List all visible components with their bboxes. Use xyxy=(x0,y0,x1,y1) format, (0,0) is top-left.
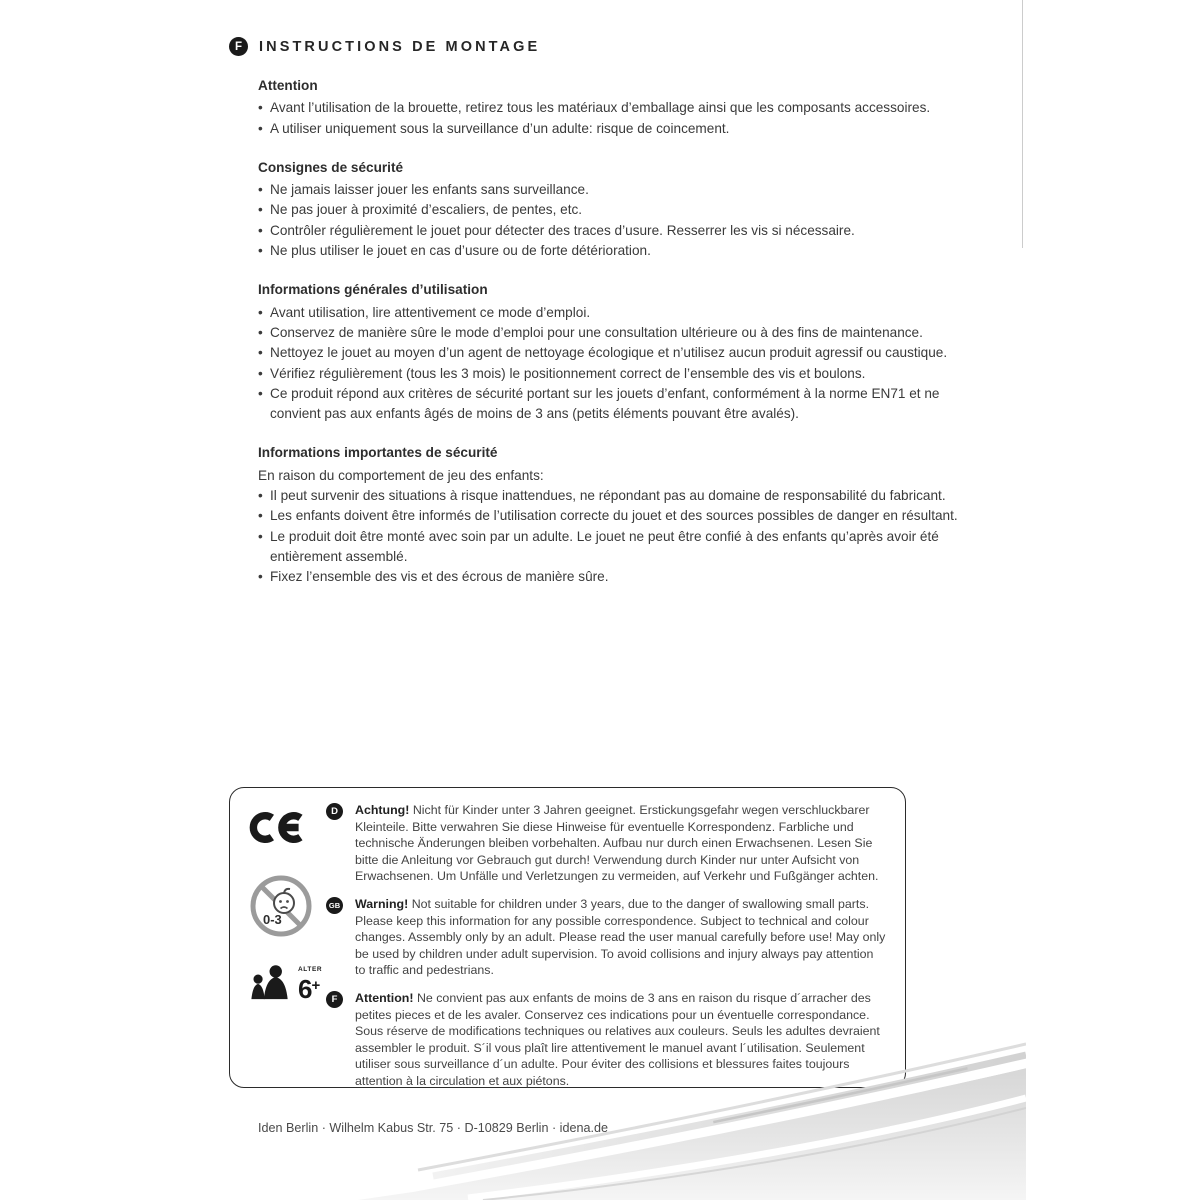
page-title: INSTRUCTIONS DE MONTAGE xyxy=(259,38,541,55)
list-item: • Vérifiez régulièrement (tous les 3 mois) le positionnement correct de l’ensemble des vis et boulons. xyxy=(258,364,972,384)
notice-text: Achtung! Nicht für Kinder unter 3 Jahren geeignet. Erstickungsgefahr wegen verschluckbarer Kleinteile. Bitte verwahren Sie diese Hinweise für eventuelle Korrespondenz. Farbliche und technische Änderungen bleiben vorbehalten. Aufbau nur durch einen Erwachsenen. Lesen Sie bitte die Anleitung vor Gebrauch gut durch! Verwendung durch Kinder nur unter Aufsicht von Erwachsenen. Um Unfälle und Verletzungen zu vermeiden, auf Verkehr und Fußgänger achten. xyxy=(355,803,879,884)
age-text xyxy=(298,964,322,1002)
list-item: • Il peut survenir des situations à risque inattendues, ne répondant pas au domaine de responsabilité du fabricant. xyxy=(258,486,972,506)
list-item: • Avant l’utilisation de la brouette, retirez tous les matériaux d’emballage ainsi que les composants accessoires. xyxy=(258,98,972,118)
list-item: • Fixez l’ensemble des vis et des écrous de manière sûre. xyxy=(258,567,972,587)
publisher-address: Iden Berlin · Wilhelm Kabus Str. 75 · D-10829 Berlin · idena.de xyxy=(258,1121,608,1135)
bullet-list xyxy=(258,98,972,139)
notice-text: Warning! Not suitable for children under 3 years, due to the danger of swallowing small parts. Please keep this information for any possible correspondence. Subject to technical and colour changes. Assembly only by an adult. Please read the user manual carefully before use! May only be used by children under adult supervision. To avoid collisions and injury always pay attention to traffic and pedestrians. xyxy=(355,896,886,978)
language-f-icon: F xyxy=(326,991,343,1008)
age-0-3-prohibition-icon xyxy=(249,874,313,938)
language-d-icon: D xyxy=(326,803,343,820)
notice-lead: Achtung! xyxy=(355,803,410,817)
list-item: • Les enfants doivent être informés de l’utilisation correcte du jouet et des sources possibles de danger en résultant. xyxy=(258,506,972,526)
section-attention xyxy=(258,76,972,139)
section-consignes-securite xyxy=(258,158,972,261)
section-informations-generales xyxy=(258,280,972,424)
decorative-swoosh xyxy=(318,1042,1026,1200)
list-item: • Ne plus utiliser le jouet en cas d’usure ou de forte détérioration. xyxy=(258,241,972,261)
bullet-list xyxy=(258,180,972,261)
language-f-icon: F xyxy=(229,37,248,56)
list-item: • Le produit doit être monté avec soin par un adulte. Le jouet ne peut être confié à des enfants qu’après avoir été entièrement assemblé. xyxy=(258,527,972,568)
section-informations-importantes xyxy=(258,443,972,587)
list-item: • Ne jamais laisser jouer les enfants sans surveillance. xyxy=(258,180,972,200)
list-item: • Contrôler régulièrement le jouet pour détecter des traces d’usure. Resserrer les vis si nécessaire. xyxy=(258,221,972,241)
bullet-list xyxy=(258,486,972,587)
bullet-list xyxy=(258,303,972,425)
ce-mark-icon xyxy=(249,805,311,850)
notice-lead: Attention! xyxy=(355,990,414,1005)
notice-lead: Warning! xyxy=(355,896,409,911)
list-item: • Ce produit répond aux critères de sécurité portant sur les jouets d’enfant, conformément à la norme EN71 et ne convient pas aux enfants âgés de moins de 3 ans (petits éléments pouvant être avalés). xyxy=(258,384,972,425)
list-item: • Avant utilisation, lire attentivement ce mode d’emploi. xyxy=(258,303,972,323)
notice-english xyxy=(326,896,886,979)
section-heading: Attention xyxy=(258,78,318,93)
age-label: ALTER xyxy=(298,966,323,973)
language-gb-icon: GB xyxy=(326,897,343,914)
age-plus: + xyxy=(311,977,321,994)
list-item: • Nettoyez le jouet au moyen d’un agent de nettoyage écologique et n’utilisez aucun produit agressif ou caustique. xyxy=(258,343,972,363)
notice-text: Attention! Ne convient pas aux enfants de moins de 3 ans en raison du risque d´arracher des petites pieces et de les avaler. Conservez ces indications pour un éventuelle correspondance. Sous réserve de modifications techniques ou relatives aux couleurs. Seuls les adultes devraient assembler le produit. S´il vous plaît lire attentivement le manuel avant l´utilisation. Seulement utiliser sous surveillance d´un adulte. Pour éviter des collisions et blessures faites toujours attention à la circulation et aux piétons. xyxy=(355,990,880,1088)
scan-fold-line xyxy=(1022,0,1023,248)
section-heading: Informations générales d’utilisation xyxy=(258,282,488,298)
section-heading: Informations importantes de sécurité xyxy=(258,445,498,461)
list-item: • Ne pas jouer à proximité d’escaliers, de pentes, etc. xyxy=(258,200,972,220)
age-group-icon xyxy=(249,964,291,1000)
list-item: • Conservez de manière sûre le mode d’emploi pour une consultation ultérieure ou à des fins de maintenance. xyxy=(258,323,972,343)
section-heading: Consignes de sécurité xyxy=(258,159,404,175)
age-restriction-label: 0-3 xyxy=(263,912,282,927)
list-item: • A utiliser uniquement sous la surveillance d’un adulte: risque de coincement. xyxy=(258,119,972,139)
age-value: 6+ xyxy=(298,974,321,1004)
section-intro: En raison du comportement de jeu des enfants: xyxy=(258,467,544,483)
instructions-content xyxy=(258,76,972,607)
notice-german xyxy=(326,802,886,885)
page-header xyxy=(229,37,540,56)
